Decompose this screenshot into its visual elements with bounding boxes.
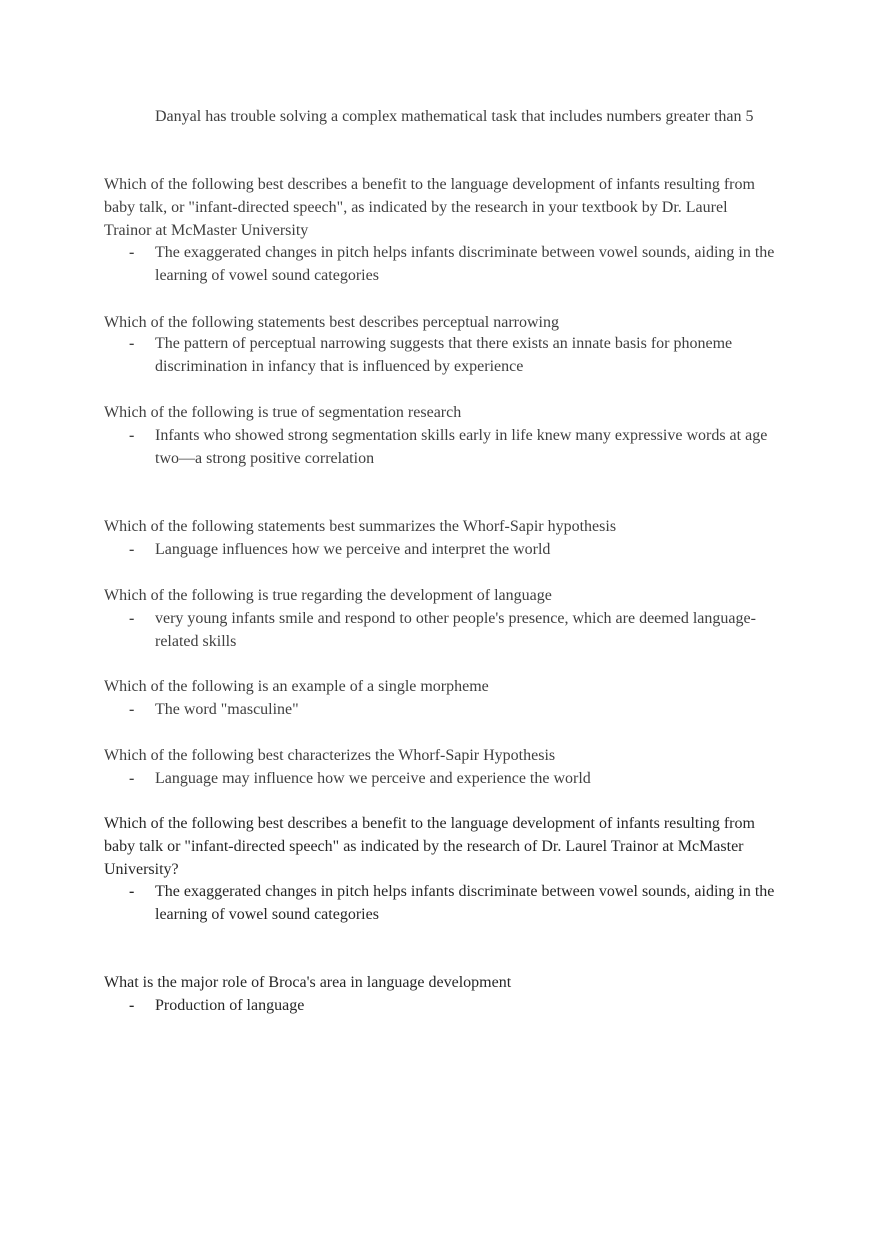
answer-text: Language influences how we perceive and interpret the world bbox=[155, 541, 551, 558]
answer-item bbox=[104, 424, 776, 470]
bullet-dash: - bbox=[129, 427, 135, 444]
bullet-dash: - bbox=[129, 770, 135, 787]
answer-item bbox=[104, 698, 776, 721]
bullet-dash: - bbox=[129, 997, 135, 1014]
answer-item bbox=[104, 994, 776, 1017]
question-text: What is the major role of Broca's area in language development bbox=[104, 974, 512, 991]
answer-text: Infants who showed strong segmentation skills early in life knew many expressive words at age two—a strong positive correlation bbox=[155, 427, 768, 467]
answer-item bbox=[104, 538, 776, 561]
answer-text: Language may influence how we perceive and experience the world bbox=[155, 770, 591, 787]
answer-text: The word "masculine" bbox=[155, 701, 299, 718]
question-text: Which of the following is true regarding the development of language bbox=[104, 587, 552, 604]
answer-text: The exaggerated changes in pitch helps infants discriminate between vowel sounds, aiding in the learning of vowel sound categories bbox=[155, 883, 775, 923]
bullet-dash: - bbox=[129, 541, 135, 558]
answer-text: The exaggerated changes in pitch helps infants discriminate between vowel sounds, aiding in the learning of vowel sound categories bbox=[155, 244, 775, 284]
answer-item bbox=[104, 607, 776, 653]
answer-text: Production of language bbox=[155, 997, 305, 1014]
question-text: Which of the following best characterizes the Whorf-Sapir Hypothesis bbox=[104, 747, 556, 764]
answer-item bbox=[104, 332, 776, 378]
answer-item bbox=[104, 880, 776, 926]
question-text: Which of the following is an example of a single morpheme bbox=[104, 678, 489, 695]
bullet-dash: - bbox=[129, 244, 135, 261]
answer-item bbox=[104, 767, 776, 790]
answer-item bbox=[104, 241, 776, 287]
bullet-dash: - bbox=[129, 335, 135, 352]
question-text: Which of the following is true of segmentation research bbox=[104, 404, 462, 421]
intro-answer-text: Danyal has trouble solving a complex mathematical task that includes numbers greater than 5 bbox=[155, 108, 754, 125]
question-text: Which of the following statements best summarizes the Whorf-Sapir hypothesis bbox=[104, 518, 617, 535]
bullet-dash: - bbox=[129, 610, 135, 627]
question-text: Which of the following best describes a benefit to the language development of infants resulting from baby talk or "infant-directed speech" as indicated by the research of Dr. Laurel Trainor at McMaster University? bbox=[104, 815, 755, 878]
bullet-dash: - bbox=[129, 883, 135, 900]
answer-text: very young infants smile and respond to other people's presence, which are deemed language-related skills bbox=[155, 610, 756, 650]
answer-text: The pattern of perceptual narrowing suggests that there exists an innate basis for phoneme discrimination in infancy that is influenced by experience bbox=[155, 335, 733, 375]
question-text: Which of the following best describes a benefit to the language development of infants resulting from baby talk, or "infant-directed speech", as indicated by the research in your textbook by Dr. Laurel Trainor at McMaster University bbox=[104, 176, 755, 239]
question-text: Which of the following statements best describes perceptual narrowing bbox=[104, 314, 559, 331]
bullet-dash: - bbox=[129, 701, 135, 718]
